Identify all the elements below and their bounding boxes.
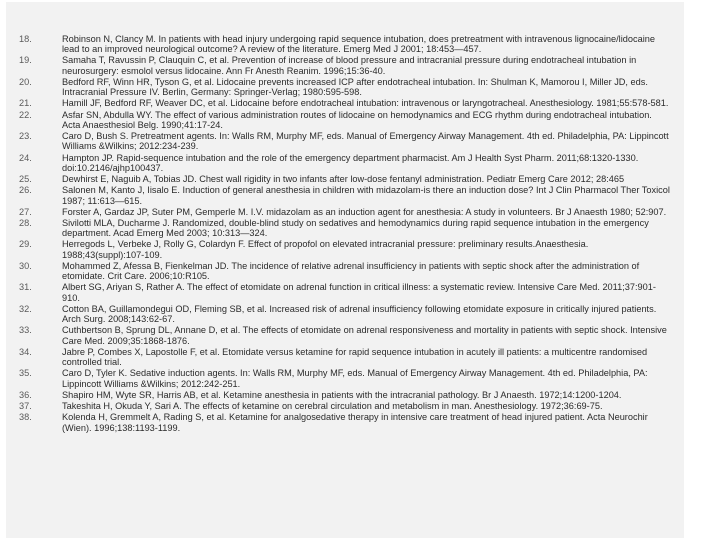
reference-text: Shapiro HM, Wyte SR, Harris AB, et al. Ketamine anesthesia in patients with the intracranial pathology. Br J Anaesth. 1972;14:1200-1204.	[62, 389, 622, 400]
reference-item	[6, 261, 684, 282]
reference-text: Cotton BA, Guillamondegui OD, Fleming SB, et al. Increased risk of adrenal insufficiency following etomidate exposure in critically injured patients. Arch Surg. 2008;143:62-67.	[62, 303, 657, 325]
reference-number: 26.	[19, 185, 32, 196]
reference-text: Jabre P, Combes X, Lapostolle F, et al. Etomidate versus ketamine for rapid sequence intubation in acutely ill patients: a multicentre randomised controlled trial.	[62, 346, 648, 368]
reference-text: Asfar SN, Abdulla WY. The effect of various administration routes of lidocaine on hemodynamics and ECG rhythm during endotracheal intubation. Acta Anaesthesiol Belg. 1990;41:17-24.	[62, 109, 652, 130]
reference-item	[6, 174, 684, 184]
reference-item	[6, 282, 684, 303]
reference-text: Kolenda H, Gremmelt A, Rading S, et al. Ketamine for analgosedative therapy in intensive care treatment of head injured patient. Acta Neurochir (Wien). 1996;138:1193-1199.	[62, 412, 648, 433]
reference-text: Dewhirst E, Naguib A, Tobias JD. Chest wall rigidity in two infants after low-dose fentanyl administration. Pediatr Emerg Care 2012; 28:465	[62, 174, 625, 185]
reference-item	[6, 218, 684, 239]
reference-number: 31.	[19, 282, 32, 293]
reference-item	[6, 98, 684, 108]
reference-number: 21.	[19, 98, 32, 109]
reference-item	[6, 368, 684, 389]
reference-number: 18.	[19, 34, 32, 44]
reference-item	[6, 207, 684, 217]
reference-text: Albert SG, Ariyan S, Rather A. The effect of etomidate on adrenal function in critical illness: a systematic review. Intensive Care Med. 2011;37:901-910.	[62, 282, 656, 303]
reference-item	[6, 185, 684, 206]
reference-item	[6, 325, 684, 346]
reference-number: 27.	[19, 206, 32, 217]
reference-number: 29.	[19, 239, 32, 250]
reference-text: Forster A, Gardaz JP, Suter PM, Gemperle M. I.V. midazolam as an induction agent for anesthesia: A study in volunteers. Br J Anaesth 1980; 52:907.	[62, 206, 667, 217]
reference-item	[6, 347, 684, 368]
reference-text: Salonen M, Kanto J, Iisalo E. Induction of general anesthesia in children with midazolam-is there an induction dose? Int J Clin Pharmacol Ther Toxicol 1987; 11:613—615.	[62, 185, 670, 206]
reference-text: Robinson N, Clancy M. In patients with head injury undergoing rapid sequence intubation, does pretreatment with intravenous lignocaine/lidocaine lead to an improved neurological outcome? A review of the literature. Emerg Med J 2001; 18:453—457.	[62, 34, 655, 55]
reference-text: Mohammed Z, Afessa B, Fienkelman JD. The incidence of relative adrenal insufficiency in patients with septic shock after the administration of etomidate. Crit Care. 2006;10:R105.	[62, 260, 640, 282]
reference-number: 33.	[19, 325, 32, 336]
reference-text: Herregods L, Verbeke J, Rolly G, Colardyn F. Effect of propofol on elevated intracranial pressure: preliminary results.Anaesthesia. 1988;43(suppl):107-109.	[62, 239, 589, 260]
reference-number: 34.	[19, 346, 32, 357]
reference-item	[6, 34, 684, 55]
reference-text: Bedford RF, Winn HR, Tyson G, et al. Lidocaine prevents increased ICP after endotracheal intubation. In: Shulman K, Mamorou I, Miller JD, eds. Intracranial Pressure IV. Berlin, Germany: Springer-Verlag; 1980:595-598.	[62, 76, 648, 98]
reference-number: 22.	[19, 109, 32, 120]
reference-text: Sivilotti MLA, Ducharme J. Randomized, double-blind study on sedatives and hemodynamics during rapid sequence intubation in the emergency department. Acad Emerg Med 2003; 10:313—324.	[62, 217, 649, 239]
reference-list	[6, 34, 684, 434]
reference-number: 37.	[19, 401, 32, 412]
reference-item	[6, 110, 684, 131]
reference-number: 20.	[19, 76, 32, 87]
reference-number: 24.	[19, 152, 32, 163]
reference-text: Samaha T, Ravussin P, Clauquin C, et al. Prevention of increase of blood pressure and intracranial pressure during endotracheal intubation in neurosurgery: esmolol versus lidocaine. Ann Fr Anesth Reanim. 1996;15:36-40.	[62, 55, 637, 76]
reference-text: Hamill JF, Bedford RF, Weaver DC, et al. Lidocaine before endotracheal intubation: intravenous or laryngotracheal. Anesthesiology. 1981;55:578-581.	[62, 98, 669, 109]
reference-text: Takeshita H, Okuda Y, Sari A. The effects of ketamine on cerebral circulation and metabolism in man. Anesthesiology. 1972;36:69-75.	[62, 401, 603, 412]
reference-number: 30.	[19, 260, 32, 271]
content-panel	[6, 2, 684, 538]
reference-item	[6, 390, 684, 400]
reference-text: Caro D, Tyler K. Sedative induction agents. In: Walls RM, Murphy MF, eds. Manual of Emergency Airway Management. 4th ed. Philadelphia, PA: Lippincott Williams &Wilkins; 2012:242-251.	[62, 368, 648, 389]
reference-item	[6, 131, 684, 152]
reference-number: 28.	[19, 217, 32, 228]
reference-number: 25.	[19, 174, 32, 185]
reference-number: 23.	[19, 131, 32, 142]
reference-text: Hampton JP. Rapid-sequence intubation and the role of the emergency department pharmacist. Am J Health Syst Pharm. 2011;68:1320-1330. doi:10.2146/ajhp100437.	[62, 152, 639, 173]
reference-number: 35.	[19, 368, 32, 379]
reference-item	[6, 304, 684, 325]
reference-item	[6, 55, 684, 76]
reference-item	[6, 77, 684, 98]
reference-item	[6, 153, 684, 174]
reference-number: 36.	[19, 389, 32, 400]
reference-text: Cuthbertson B, Sprung DL, Annane D, et al. The effects of etomidate on adrenal responsiveness and mortality in patients with septic shock. Intensive Care Med. 2009;35:1868-1876.	[62, 325, 667, 346]
reference-number: 32.	[19, 303, 32, 314]
reference-item	[6, 412, 684, 433]
reference-item	[6, 401, 684, 411]
reference-item	[6, 239, 684, 260]
reference-text: Caro D, Bush S. Pretreatment agents. In: Walls RM, Murphy MF, eds. Manual of Emergency Airway Management. 4th ed. Philadelphia, PA: Lippincott Williams &Wilkins; 2012:234-239.	[62, 131, 669, 152]
reference-number: 19.	[19, 55, 32, 66]
reference-number: 38.	[19, 412, 32, 423]
